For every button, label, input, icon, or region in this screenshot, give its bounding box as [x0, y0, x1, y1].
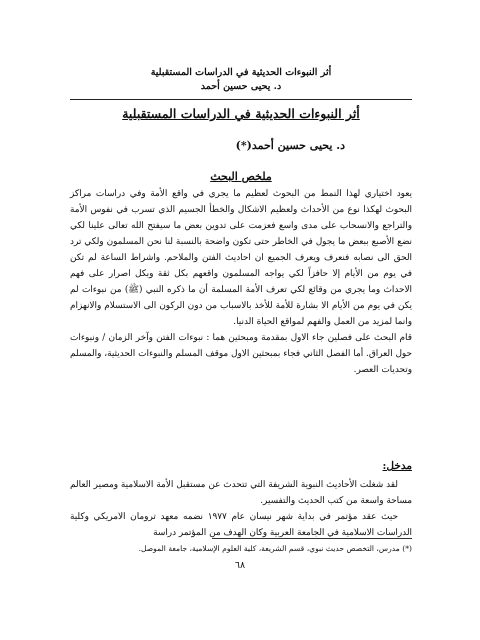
running-head-author: د. يحيى حسين أحمد [200, 81, 282, 92]
abstract-heading: ملخص البحث [210, 170, 272, 183]
footnote: (*) مدرس، التخصص حديث نبوي، قسم الشريعة، كلية العلوم الإسلامية، جامعة الموصل. [138, 544, 412, 553]
running-head-title: أثر النبوءات الحديثية في الدراسات المستقبلية [150, 67, 332, 78]
intro-body [70, 477, 412, 541]
footnote-divider [212, 538, 412, 539]
intro-paragraph-2: حيث عقد مؤتمر في بداية شهر نيسان عام ١٩٧٧ نضمه معهد ترومان الامريكي وكلية الدراسات الاسلامية في الجامعة العربية وكان الهدف من المؤتمر دراسة [70, 512, 412, 538]
running-head [70, 66, 412, 94]
intro-heading: مدخل: [382, 460, 412, 472]
header-divider [70, 99, 412, 100]
abstract-paragraph-2: قام البحث على فصلين جاء الاول بمقدمة ومبحثين هما : نبوءات الفتن وآخر الزمان / ونبوءات حول العراق. أما الفصل الثاني فجاء بمبحثين الاول موقف المسلم والنبوءات الحديثية، والمسلم وتحديات العصر. [70, 333, 412, 375]
article-title: أثر النبوءات الحديثية في الدراسات المستقبلية [122, 106, 360, 121]
abstract-body [70, 186, 412, 378]
abstract-paragraph-1: يعود اختياري لهذا النمط من البحوث لعظيم ما يجري في واقع الأمة وفي دراسات مراكز البحوث لهكذا نوع من الأحداث ولعظيم الاشكال والخطأ الجسيم الذي تسرب في نفوس الأمة والتراجع والانسحاب على مدى واسع فعزمت على تدوين بعض ما سيفتح الله تعالى علينا لكي نضع الأصبع ببعض ما يجول في الخاطر حتى تكون واضحة بالنسبة لنا نحن المسلمون ولكي ترد الحق الى نصابه فنعرف ويعرف الجميع ان احاديث الفتن والملاحم. واشراط الساعة لم تكن في يوم من الأيام إلا حافزاً لكي يواجه المسلمون واقعهم بكل ثقة وبكل اصرار على فهم الاحداث وما يجري من وقائع لكي تعرف الأمة المسلمة أن ما ذكره النبي (ﷺ) من نبوءات لم يكن في يوم من الأيام الا بشارة للأمة للأخذ بالاسباب من دون الركون الى الاستسلام والانهزام وانما لمزيد من العمل والفهم لمواقع الحياة الدنيا. [70, 189, 412, 327]
page-number: ٦٨ [234, 560, 246, 571]
intro-paragraph-1: لقد شغلت الأحاديث النبوية الشريفة التي تتحدث عن مستقبل الأمة الاسلامية ومصير العالم مساحة واسعة من كتب الحديث والتفسير. [70, 480, 412, 506]
article-author: د. يحيى حسين أحمد(*) [235, 139, 345, 152]
